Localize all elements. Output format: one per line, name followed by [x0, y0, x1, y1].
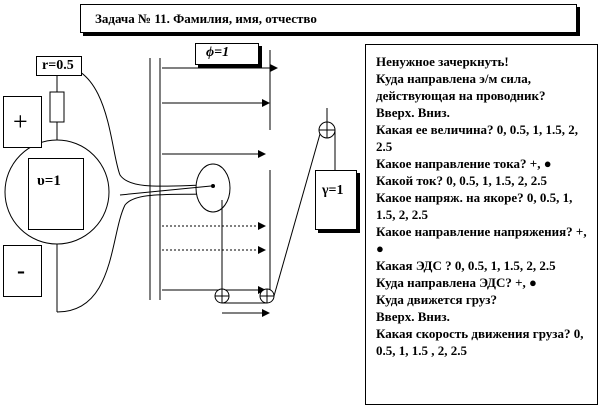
gamma-box: [315, 170, 357, 230]
speed-label: υ=1: [37, 173, 61, 189]
speed-box: [28, 158, 84, 230]
rope-arrow: [262, 309, 270, 317]
field-arrow-3: [258, 150, 266, 158]
question-line: Какое направление тока? +, ●: [376, 156, 552, 171]
question-line: Какая ее величина? 0, 0.5, 1, 1.5, 2, 2.5: [376, 122, 579, 154]
resistance-box: [36, 56, 82, 76]
conductor-dot: [211, 184, 215, 188]
question-line: Ненужное зачеркнуть!: [376, 54, 509, 69]
question-panel: [365, 44, 598, 405]
plus-sign: +: [13, 107, 28, 136]
rope-diagonal: [274, 134, 320, 296]
flux-label: ϕ=1: [206, 45, 230, 60]
question-line: Куда направлена э/м сила, действующая на проводник?: [376, 71, 546, 103]
plus-terminal: [3, 96, 42, 148]
field-arrow-2: [262, 99, 270, 107]
flux-box: [195, 43, 259, 65]
question-line: Какая ЭДС ? 0, 0.5, 1, 1.5, 2, 2.5: [376, 258, 556, 273]
minus-terminal: [3, 245, 42, 297]
minus-sign: -: [17, 258, 25, 284]
question-line: Куда движется груз?: [376, 292, 498, 307]
question-line: Какое направление напряжения? +, ●: [376, 224, 587, 256]
question-line: Какое напряж. на якоре? 0, 0.5, 1, 1.5, 2, 2.5: [376, 190, 573, 222]
question-line: Какой ток? 0, 0.5, 1, 1.5, 2, 2.5: [376, 173, 548, 188]
field-arrow-5: [258, 246, 266, 254]
field-arrow-4: [258, 222, 266, 230]
question-line: Вверх. Вниз.: [376, 309, 450, 324]
field-arrow-1: [270, 64, 278, 72]
question-line: Куда направлена ЭДС? +, ●: [376, 275, 537, 290]
resistor: [50, 92, 64, 122]
task-title: Задача № 11. Фамилия, имя, отчество: [80, 4, 577, 33]
question-line: Вверх. Вниз.: [376, 105, 450, 120]
resistance-label: r=0.5: [42, 58, 74, 73]
question-line: Какая скорость движения груза? 0, 0.5, 1, 1.5 , 2, 2.5: [376, 326, 584, 358]
gamma-label: γ=1: [322, 183, 344, 198]
